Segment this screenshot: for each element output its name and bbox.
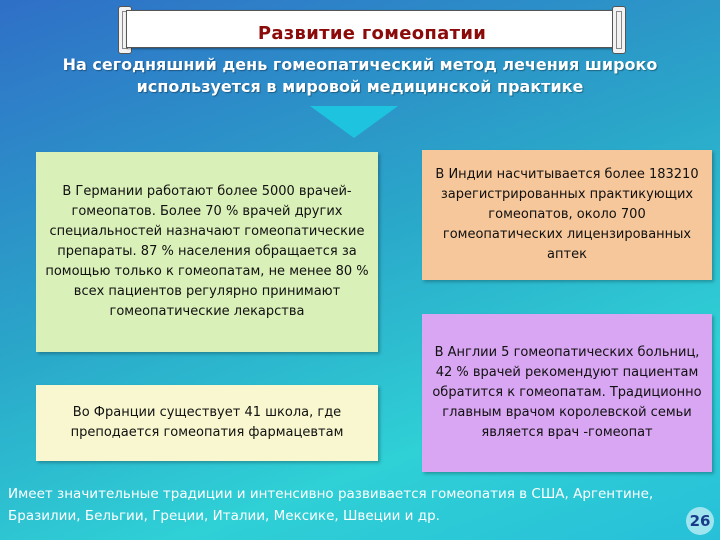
india-info-text: В Индии насчитывается более 183210 зарегистрированных практикующих гомеопатов, около 700 гомеопатических лицензированных аптек bbox=[435, 167, 699, 262]
india-info-box bbox=[422, 150, 712, 280]
france-info-text: Во Франции существует 41 школа, где преподается гомеопатия фармацевтам bbox=[70, 405, 344, 440]
title-scroll bbox=[118, 6, 626, 52]
slide-title: Развитие гомеопатии bbox=[257, 23, 487, 44]
england-info-box bbox=[422, 314, 712, 472]
page-number-badge: 26 bbox=[686, 507, 714, 535]
france-info-box bbox=[36, 385, 378, 461]
slide-subtitle: На сегодняшний день гомеопатический метод лечения широко используется в мировой медицинской практике bbox=[62, 55, 658, 96]
down-arrow-icon bbox=[310, 106, 398, 138]
scroll-roll-right bbox=[612, 6, 626, 54]
title-banner bbox=[126, 10, 618, 48]
footer-note: Имеет значительные традиции и интенсивно развивается гомеопатия в США, Аргентине, Бразилии, Бельгии, Греции, Италии, Мексике, Швеции и др. bbox=[8, 486, 654, 524]
germany-info-box bbox=[36, 152, 378, 352]
germany-info-text: В Германии работают более 5000 врачей-гомеопатов. Более 70 % врачей других специальностей назначают гомеопатические препараты. 87 % населения обращается за помощью только к гомеопатам, не менее 80 % всех пациентов регулярно принимают гомеопатические лекарства bbox=[45, 184, 369, 319]
england-info-text: В Англии 5 гомеопатических больниц, 42 % врачей рекомендуют пациентам обратится к гомеопатам. Традиционно главным врачом королевской семьи является врач -гомеопат bbox=[432, 345, 702, 440]
